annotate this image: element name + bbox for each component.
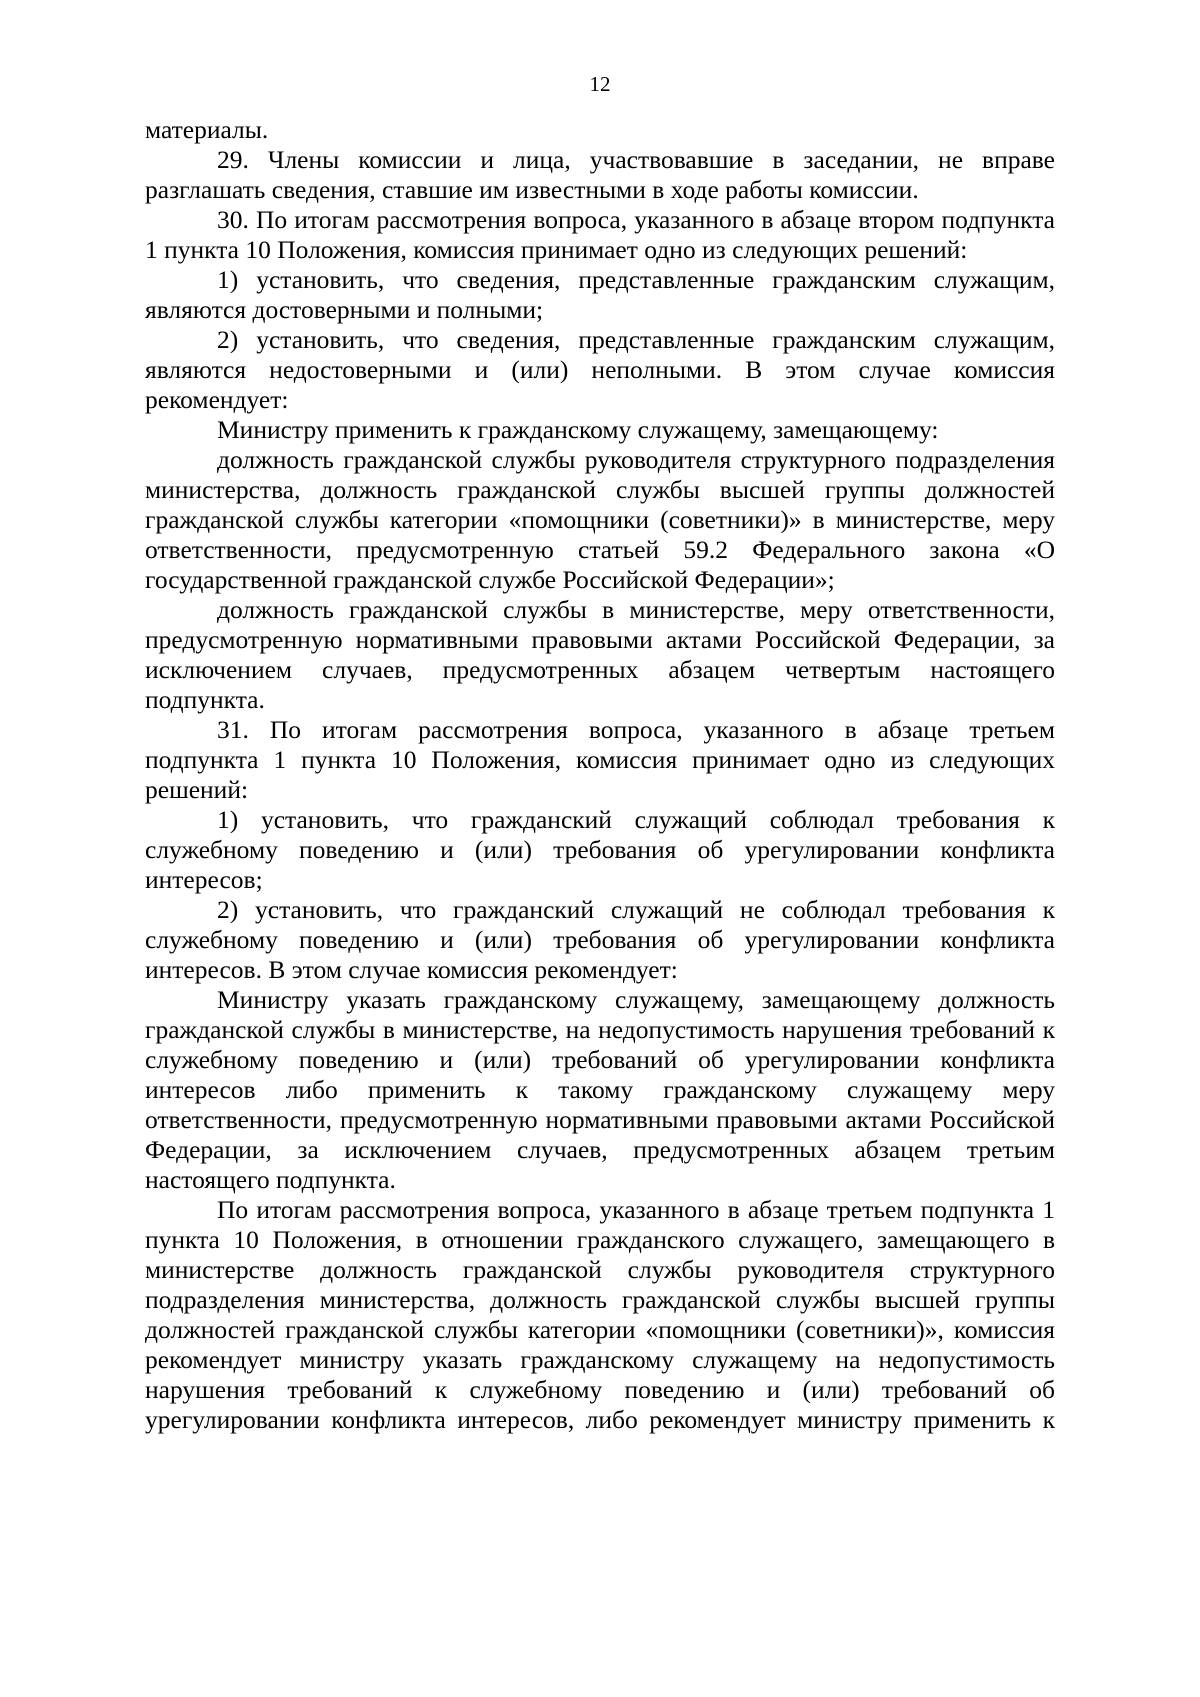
paragraph-minister-indicate: Министру указать гражданскому служащему, замещающему должность гражданской службы в министерстве, на недопустимость нарушения требований к служебному поведению и (или) требований об урегулировании конфликта интересов либо применить к такому гражданскому служащему меру ответственности, предусмотренную нормативными правовыми актами Российской Федерации, за исключением случаев, предусмотренных абзацем третьим настоящего подпункта.	[145, 985, 1055, 1194]
paragraph-item-31-subitem-2: 2) установить, что гражданский служащий не соблюдал требования к служебному поведению и (или) требования об урегулировании конфликта интересов. В этом случае комиссия рекомендует:	[145, 895, 1055, 984]
paragraph-continuation: материалы.	[145, 115, 269, 144]
document-body	[145, 115, 1055, 1435]
paragraph-item-29: 29. Члены комиссии и лица, участвовавшие в заседании, не вправе разглашать сведения, ставшие им известными в ходе работы комиссии.	[145, 145, 1055, 204]
paragraph-minister-apply: Министру применить к гражданскому служащему, замещающему:	[217, 415, 939, 444]
paragraph-ministry-position: должность гражданской службы в министерстве, меру ответственности, предусмотренную нормативными правовыми актами Российской Федерации, за исключением случаев, предусмотренных абзацем четвертым настоящего подпункта.	[145, 595, 1055, 714]
paragraph-item-30-subitem-1: 1) установить, что сведения, представленные гражданским служащим, являются достоверными и полными;	[145, 265, 1055, 324]
page-number: 12	[589, 72, 611, 96]
paragraph-head-position: должность гражданской службы руководителя структурного подразделения министерства, должность гражданской службы высшей группы должностей гражданской службы категории «помощники (советники)» в министерстве, меру ответственности, предусмотренную статьей 59.2 Федерального закона «О государственной гражданской службе Российской Федерации»;	[145, 445, 1055, 594]
paragraph-results-review: По итогам рассмотрения вопроса, указанного в абзаце третьем подпункта 1 пункта 10 Положения, в отношении гражданского служащего, замещающего в министерстве должность гражданской службы руководителя структурного подразделения министерства, должность гражданской службы высшей группы должностей гражданской службы категории «помощники (советники)», комиссия рекомендует министру указать гражданскому служащему на недопустимость нарушения требований к служебному поведению и (или) требований об урегулировании конфликта интересов, либо рекомендует министру применить к	[145, 1195, 1055, 1434]
paragraph-item-31-subitem-1: 1) установить, что гражданский служащий соблюдал требования к служебному поведению и (или) требования об урегулировании конфликта интересов;	[145, 805, 1055, 894]
paragraph-item-30-subitem-2: 2) установить, что сведения, представленные гражданским служащим, являются недостоверными и (или) неполными. В этом случае комиссия рекомендует:	[145, 325, 1055, 414]
paragraph-item-30: 30. По итогам рассмотрения вопроса, указанного в абзаце втором подпункта 1 пункта 10 Положения, комиссия принимает одно из следующих решений:	[145, 205, 1055, 264]
paragraph-item-31: 31. По итогам рассмотрения вопроса, указанного в абзаце третьем подпункта 1 пункта 10 Положения, комиссия принимает одно из следующих решений:	[145, 715, 1055, 804]
